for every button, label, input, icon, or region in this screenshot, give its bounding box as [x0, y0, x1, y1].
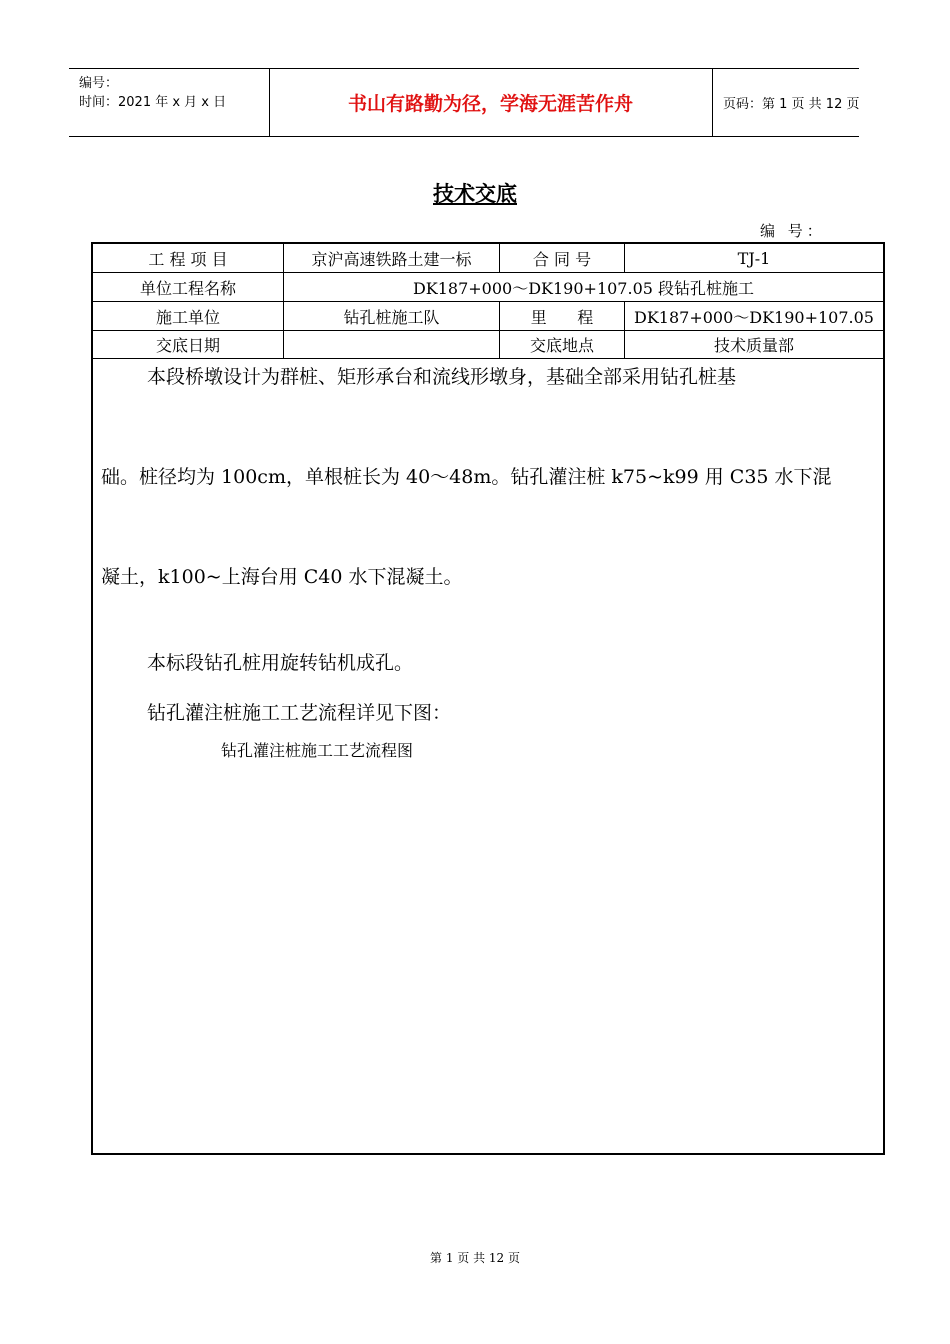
mileage-label: 里 程 [500, 302, 625, 330]
contract-label: 合 同 号 [500, 244, 625, 272]
page-footer: 第 1 页 共 12 页 [430, 1251, 520, 1265]
unit-project-value: DK187+000～DK190+107.05 段钻孔桩施工 [412, 278, 755, 298]
table-row [93, 330, 883, 359]
disclosure-table [91, 242, 885, 1155]
paragraph-line: 凝土，k100~上海台用 C40 水下混凝土。 [101, 566, 463, 588]
header-meta [69, 69, 270, 136]
project-value: 京沪高速铁路土建一标 [284, 244, 500, 272]
paragraph-line: 本段桥墩设计为群桩、矩形承台和流线形墩身，基础全部采用钻孔桩基 [147, 366, 737, 388]
table-row [93, 244, 883, 273]
document-title: 技术交底 [433, 181, 517, 206]
figure-caption: 钻孔灌注桩施工工艺流程图 [221, 741, 414, 760]
date-label: 交底日期 [93, 330, 284, 358]
serial-label: 编号： [79, 76, 119, 91]
time-label: 时间：2021 年 x 月 x 日 [79, 95, 227, 110]
table-row [93, 302, 883, 331]
location-label: 交底地点 [500, 330, 625, 358]
doc-number-label: 编 号： [760, 222, 826, 240]
contractor-value: 钻孔桩施工队 [284, 302, 500, 330]
table-row [93, 273, 883, 302]
unit-project-label: 单位工程名称 [93, 273, 284, 301]
mileage-value: DK187+000～DK190+107.05 [634, 307, 874, 327]
contractor-label: 施工单位 [93, 302, 284, 330]
paragraph-line: 钻孔灌注桩施工工艺流程详见下图： [147, 702, 452, 724]
location-value: 技术质量部 [713, 335, 794, 355]
contract-value: TJ-1 [737, 248, 771, 268]
header-page-info: 页码：第 1 页 共 12 页 [723, 97, 860, 112]
paragraph-line: 本标段钻孔桩用旋转钻机成孔。 [147, 652, 414, 674]
date-value [284, 330, 500, 358]
paragraph-line: 础。桩径均为 100cm，单根桩长为 40～48m。钻孔灌注桩 k75~k99 用 C35 水下混 [101, 466, 832, 488]
page-header [69, 68, 859, 137]
project-label: 工 程 项 目 [93, 244, 284, 272]
header-motto: 书山有路勤为径，学海无涯苦作舟 [269, 69, 713, 136]
